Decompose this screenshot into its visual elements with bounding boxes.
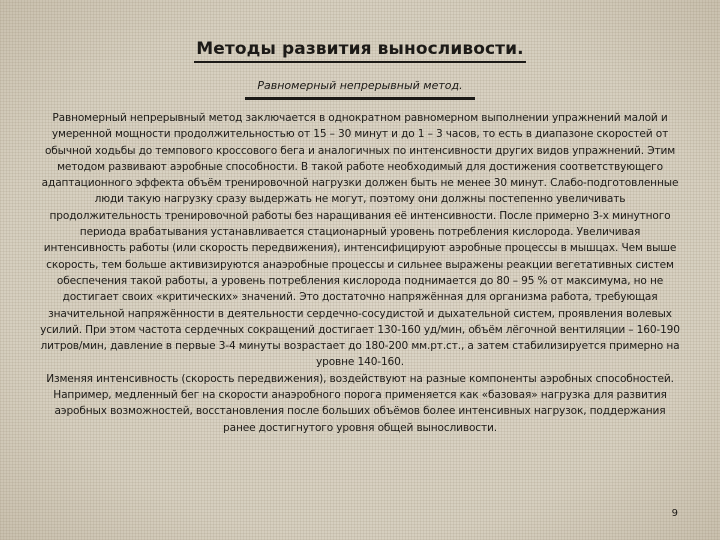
- paragraph-2: Изменяя интенсивность (скорость передвижения), воздействуют на разные компоненты аэробных способностей. Например, медленный бег на скорости анаэробного порога применяется как «базовая» нагрузка для развития аэробных возможностей, восстановления после больших объёмов более интенсивных нагрузок, поддержания ранее достигнутого уровня общей выносливости.: [46, 372, 674, 434]
- slide-subtitle: Равномерный непрерывный метод.: [245, 79, 474, 100]
- paragraph-1: Равномерный непрерывный метод заключается в однократном равномерном выполнении упражнений малой и умеренной мощности продолжительностью от 15 – 30 минут и до 1 – 3 часов, то есть в диапазоне скоростей от обычной ходьбы до темпового кроссового бега и аналогичных по интенсивности других видов упражнений. Этим методом развивают аэробные способности. В такой работе необходимый для достижения соответствующего адаптационного эффекта объём тренировочной нагрузки должен быть не менее 30 минут. Слабо-подготовленные люди такую нагрузку сразу выдержать не могут, поэтому они должны постепенно увеличивать продолжительность тренировочной работы без наращивания её интенсивности. После примерно 3-х минутного периода врабатывания устанавливается стационарный уровень потребления кислорода. Увеличивая интенсивность работы (или скорость передвижения), интенсифицируют аэробные процессы в мышцах. Чем выше скорость, тем больше активизируются анаэробные процессы и сильнее выражены реакции вегетативных систем обеспечения такой работы, а уровень потребления кислорода поднимается до 80 – 95 % от максимума, но не достигает своих «критических» значений. Это достаточно напряжённая для организма работа, требующая значительной напряжённости в деятельности сердечно-сосудистой и дыхательной систем, проявления волевых усилий. При этом частота сердечных сокращений достигает 130-160 уд/мин, объём лёгочной вентиляции – 160-190 литров/мин, давление в первые 3-4 минуты возрастает до 180-200 мм.рт.ст., а затем стабилизируется примерно на уровне 140-160.: [40, 112, 680, 369]
- page-number: 9: [671, 508, 678, 519]
- subtitle-container: [0, 74, 720, 100]
- body-text: [38, 110, 682, 436]
- title-container: [0, 38, 720, 63]
- slide-title: Методы развития выносливости.: [194, 38, 525, 63]
